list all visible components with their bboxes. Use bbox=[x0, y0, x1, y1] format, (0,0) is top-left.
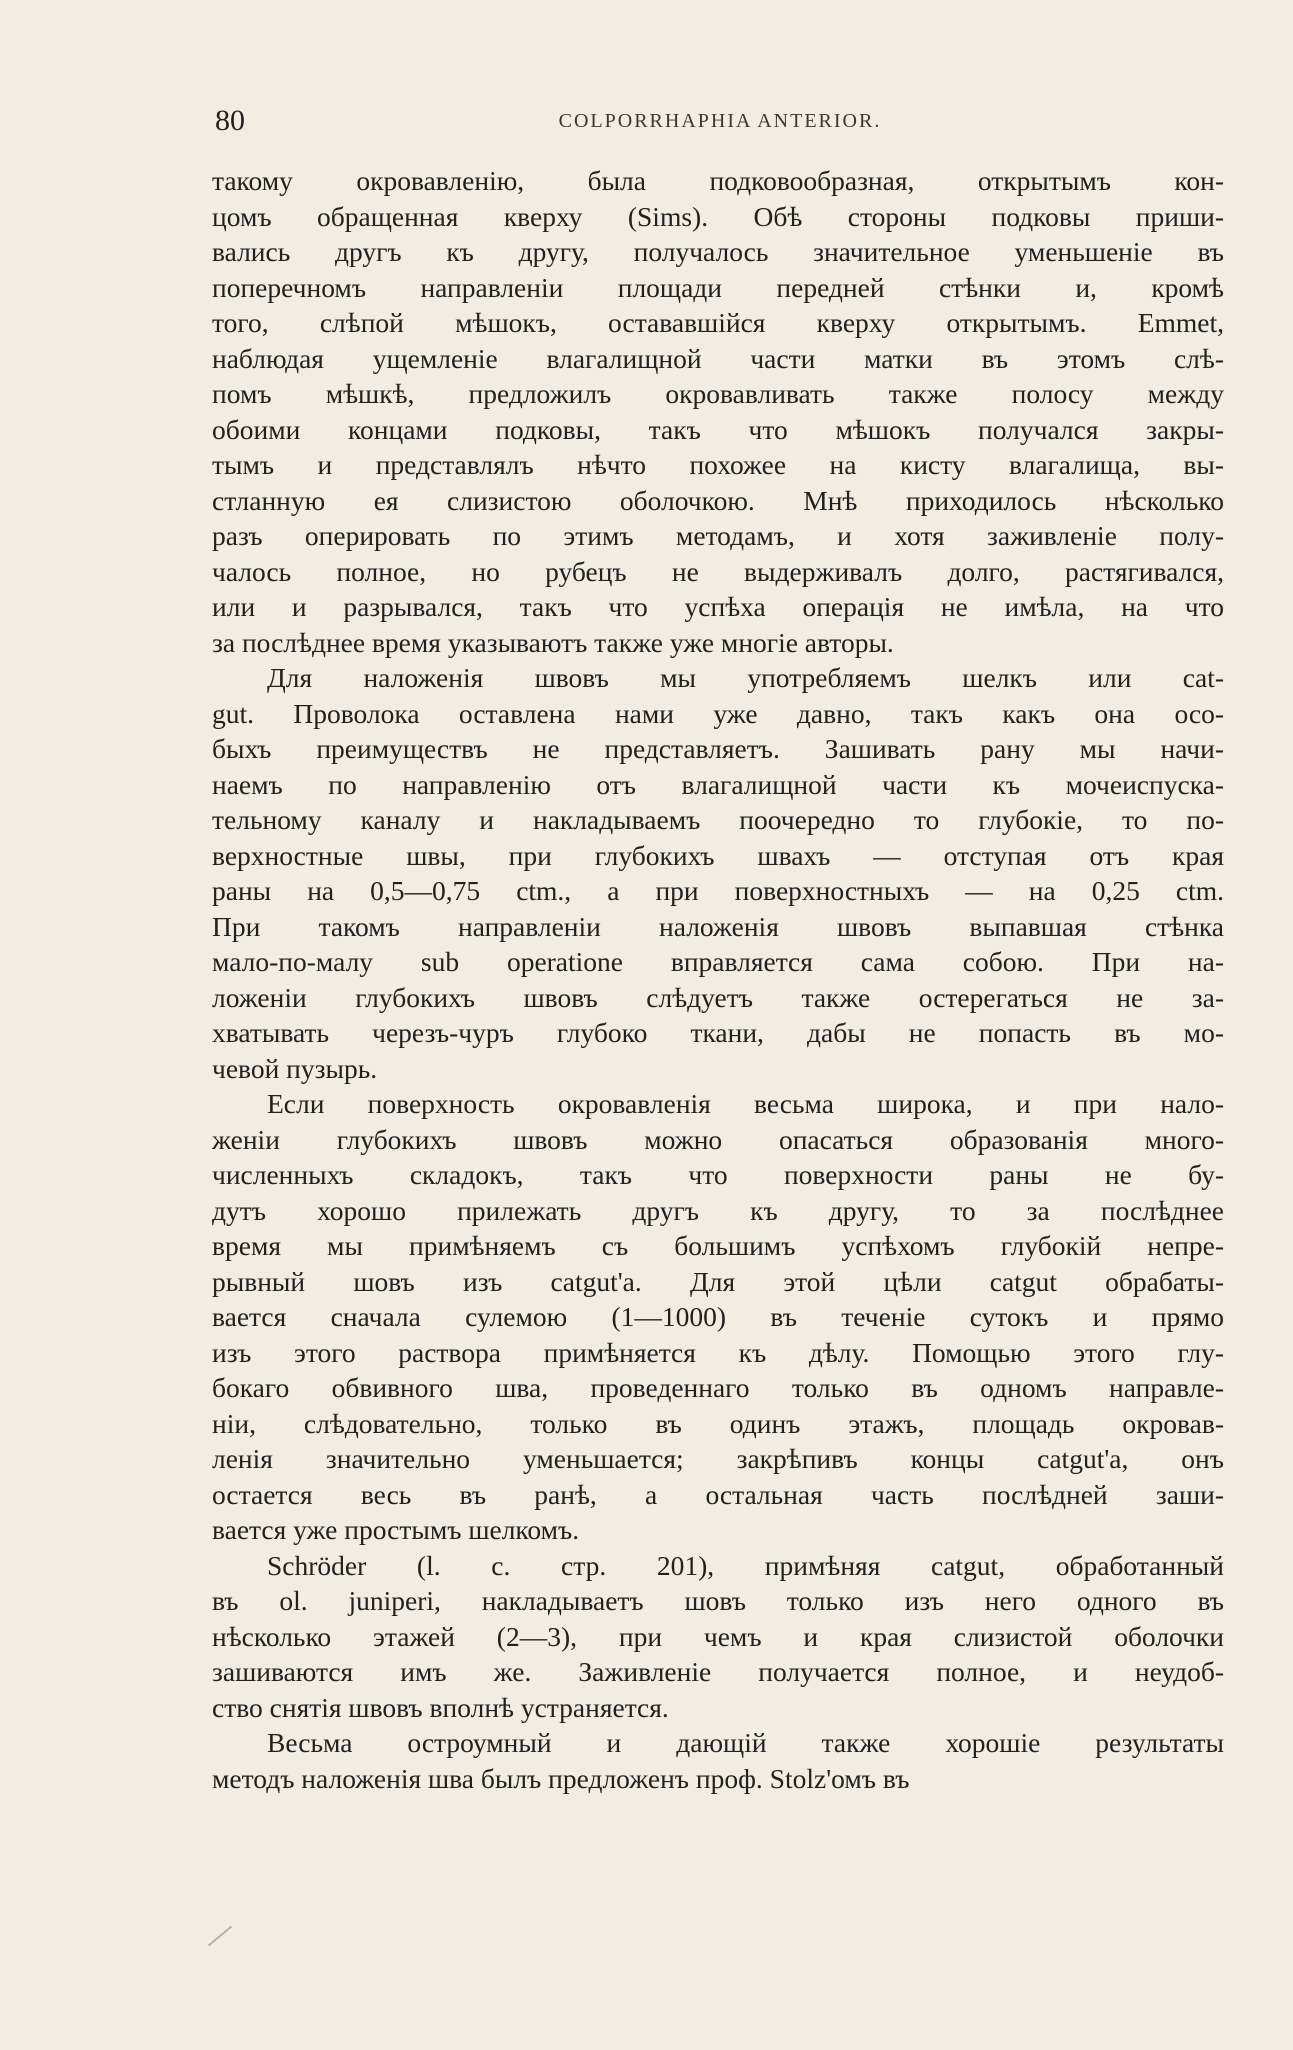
pencil-mark bbox=[208, 1926, 232, 1947]
text-line: вались другъ къ другу, получалось значительное уменьшеніе въ bbox=[212, 236, 1224, 267]
body-text bbox=[212, 163, 1224, 1796]
text-line: ложеніи глубокихъ швовъ слѣдуетъ также остерегаться не за- bbox=[212, 981, 1224, 1013]
text-line: численныхъ складокъ, такъ что поверхности раны не бу- bbox=[212, 1159, 1224, 1190]
text-line: въ ol. juniperi, накладываетъ шовъ только изъ него одного въ bbox=[212, 1585, 1224, 1616]
running-title: COLPORRHAPHIA ANTERIOR. bbox=[558, 110, 882, 132]
text-line: бокаго обвивного шва, проведеннаго только въ одномъ направле- bbox=[212, 1372, 1224, 1403]
paragraph bbox=[212, 660, 1224, 1086]
text-line: gut. Проволока оставлена нами уже давно, такъ какъ она осо- bbox=[212, 697, 1224, 729]
text-line: ніи, слѣдовательно, только въ одинъ этажъ, площадь окровав- bbox=[212, 1407, 1224, 1439]
text-line: Schröder (l. c. стр. 201), примѣняя catgut, обработанный bbox=[267, 1549, 1224, 1581]
text-line: раны на 0,5—0,75 ctm., а при поверхностныхъ — на 0,25 ctm. bbox=[212, 875, 1224, 906]
text-line: разъ оперировать по этимъ методамъ, и хотя заживленіе полу- bbox=[212, 520, 1224, 551]
page-number: 80 bbox=[215, 104, 245, 137]
text-line: остается весь въ ранѣ, а остальная часть послѣдней заши- bbox=[212, 1478, 1224, 1510]
paragraph bbox=[212, 1548, 1224, 1726]
text-line: мало-по-малу sub operatione вправляется сама собою. При на- bbox=[212, 946, 1224, 977]
text-line: того, слѣпой мѣшокъ, остававшійся кверху открытымъ. Emmet, bbox=[212, 307, 1224, 338]
text-line: зашиваются имъ же. Заживленіе получается полное, и неудоб- bbox=[212, 1656, 1224, 1687]
text-line: быхъ преимуществъ не представляетъ. Зашивать рану мы начи- bbox=[212, 733, 1224, 764]
text-line: дутъ хорошо прилежать другъ къ другу, то за послѣднее bbox=[212, 1194, 1224, 1226]
text-line: чевой пузырь. bbox=[212, 1052, 378, 1084]
text-line: наемъ по направленію отъ влагалищной части къ мочеиспуска- bbox=[212, 768, 1224, 800]
text-line: тельному каналу и накладываемъ поочередно то глубокіе, то по- bbox=[212, 804, 1224, 835]
text-line: верхностные швы, при глубокихъ швахъ — отступая отъ края bbox=[212, 839, 1224, 871]
page-header bbox=[215, 104, 1225, 144]
text-line: время мы примѣняемъ съ большимъ успѣхомъ глубокій непре- bbox=[212, 1230, 1224, 1261]
paragraph bbox=[212, 1086, 1224, 1548]
paragraph bbox=[212, 163, 1224, 660]
text-line: женіи глубокихъ швовъ можно опасаться образованія много- bbox=[212, 1123, 1224, 1155]
text-line: вается уже простымъ шелкомъ. bbox=[212, 1514, 580, 1545]
text-line: чалось полное, но рубецъ не выдерживалъ долго, растягивался, bbox=[212, 555, 1224, 587]
text-line: наблюдая ущемленіе влагалищной части матки въ этомъ слѣ- bbox=[212, 342, 1224, 374]
text-line: нѣсколько этажей (2—3), при чемъ и края слизистой оболочки bbox=[212, 1620, 1224, 1652]
text-line: за послѣднее время указываютъ также уже многіе авторы. bbox=[212, 626, 894, 658]
text-line: помъ мѣшкѣ, предложилъ окровавливать также полосу между bbox=[212, 378, 1224, 409]
text-line: или и разрывался, такъ что успѣха операція не имѣла, на что bbox=[212, 591, 1224, 622]
text-line: тымъ и представлялъ нѣчто похожее на кисту влагалища, вы- bbox=[212, 449, 1224, 480]
text-line: цомъ обращенная кверху (Sims). Обѣ стороны подковы приши- bbox=[212, 200, 1224, 232]
text-line: поперечномъ направленіи площади передней стѣнки и, кромѣ bbox=[212, 271, 1224, 303]
text-line: ленія значительно уменьшается; закрѣпивъ концы catgut'а, онъ bbox=[212, 1443, 1224, 1474]
text-line: ство снятія швовъ вполнѣ устраняется. bbox=[212, 1691, 669, 1723]
text-line: При такомъ направленіи наложенія швовъ выпавшая стѣнка bbox=[212, 910, 1224, 942]
text-line: изъ этого раствора примѣняется къ дѣлу. Помощью этого глу- bbox=[212, 1336, 1224, 1368]
text-line: вается сначала сулемою (1—1000) въ теченіе сутокъ и прямо bbox=[212, 1301, 1224, 1332]
text-line: такому окровавленію, была подковообразная, открытымъ кон- bbox=[212, 165, 1224, 196]
text-line: рывный шовъ изъ catgut'а. Для этой цѣли catgut обрабаты- bbox=[212, 1265, 1224, 1297]
text-line: Если поверхность окровавленія весьма широка, и при нало- bbox=[267, 1088, 1224, 1119]
text-line: Весьма остроумный и дающій также хорошіе результаты bbox=[267, 1727, 1224, 1758]
text-line: Для наложенія швовъ мы употребляемъ шелкъ или cat- bbox=[267, 662, 1224, 693]
paragraph bbox=[212, 1725, 1224, 1796]
text-line: методъ наложенія шва былъ предложенъ проф. Stolz'омъ въ bbox=[212, 1762, 910, 1794]
text-line: обоими концами подковы, такъ что мѣшокъ получался закры- bbox=[212, 413, 1224, 445]
text-line: стланную ея слизистою оболочкою. Мнѣ приходилось нѣсколько bbox=[212, 484, 1224, 516]
text-line: хватывать черезъ-чуръ глубоко ткани, дабы не попасть въ мо- bbox=[212, 1017, 1224, 1048]
